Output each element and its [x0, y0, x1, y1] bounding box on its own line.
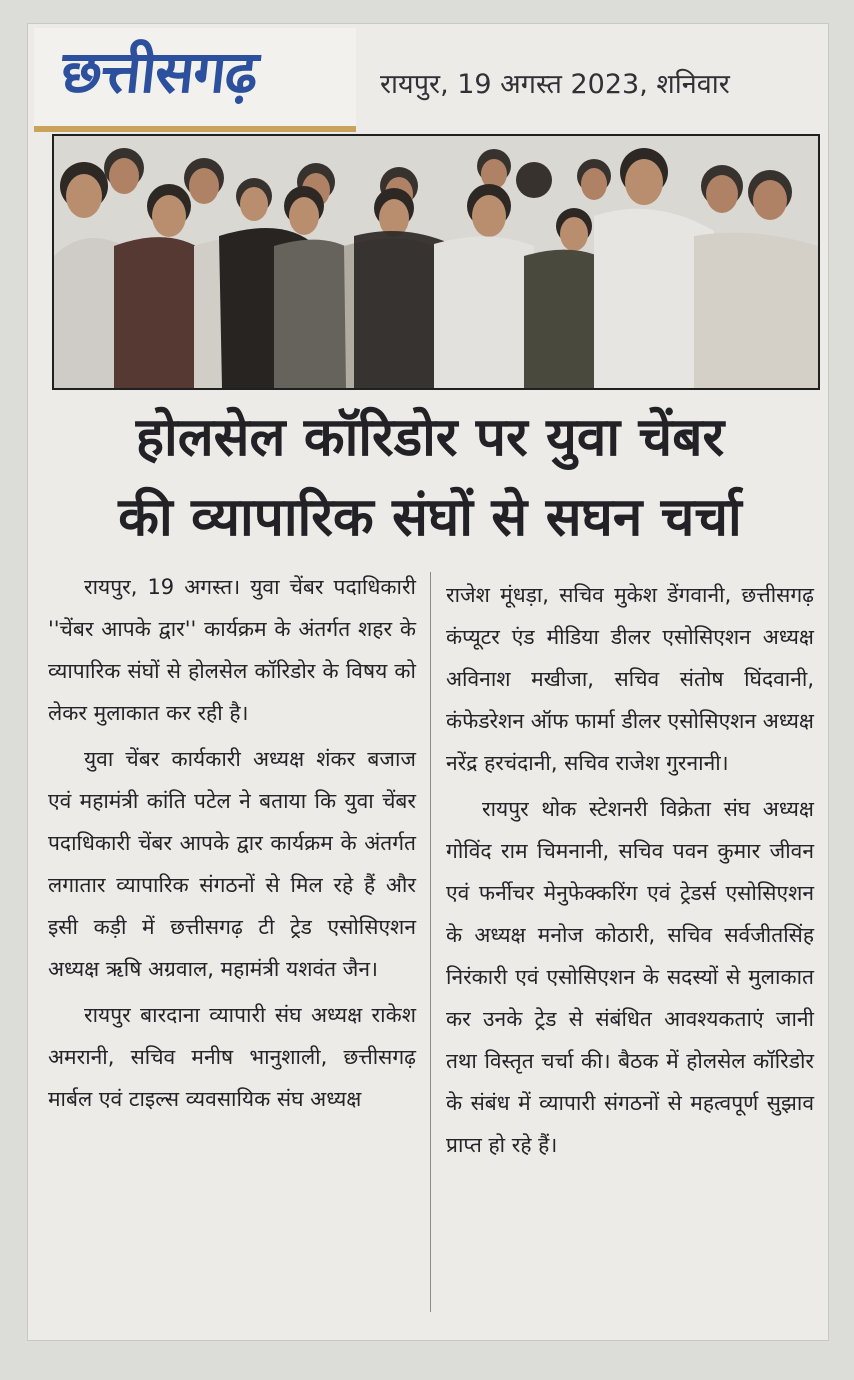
- dateline: रायपुर, 19 अगस्त 2023, शनिवार: [380, 69, 730, 100]
- group-photo: [52, 134, 820, 390]
- headline-line-2: की व्यापारिक संघों से सघन चर्चा: [118, 487, 742, 548]
- masthead-title: छत्तीसगढ़: [58, 38, 261, 106]
- article-column-1: [48, 566, 416, 1124]
- paragraph: रायपुर बारदाना व्यापारी संघ अध्यक्ष राकेश अमरानी, सचिव मनीष भानुशाली, छत्तीसगढ़ मार्बल एवं टाइल्स व्यवसायिक संघ अध्यक्ष: [48, 1003, 416, 1111]
- paragraph: रायपुर, 19 अगस्त। युवा चेंबर पदाधिकारी ''चेंबर आपके द्वार'' कार्यक्रम के अंतर्गत शहर के व्यापारिक संघों से होलसेल कॉरिडोर के विषय को लेकर मुलाकात कर रही है।: [48, 575, 416, 725]
- column-divider: [430, 572, 431, 1312]
- group-photo-illustration: [54, 136, 818, 388]
- article-column-2: [446, 574, 814, 1170]
- paragraph: रायपुर थोक स्टेशनरी विक्रेता संघ अध्यक्ष गोविंद राम चिमनानी, सचिव पवन कुमार जीवन एवं फर्नीचर मेनुफेक्करिंग एवं ट्रेडर्स एसोसिएशन के अध्यक्ष मनोज कोठारी, सचिव सर्वजीतसिंह निरंकारी एवं एसोसिएशन के सदस्यों से मुलाकात कर उनके ट्रेड से संबंधित आवश्यकताएं जानी तथा विस्तृत चर्चा की। बैठक में होलसेल कॉरिडोर के संबंध में व्यापारी संगठनों से महत्वपूर्ण सुझाव प्राप्त हो रहे हैं।: [446, 797, 814, 1157]
- paragraph: युवा चेंबर कार्यकारी अध्यक्ष शंकर बजाज एवं महामंत्री कांति पटेल ने बताया कि युवा चेंबर पदाधिकारी चेंबर आपके द्वार कार्यक्रम के अंतर्गत लगातार व्यापारिक संगठनों से मिल रहे हैं और इसी कड़ी में छत्तीसगढ़ टी ट्रेड एसोसिएशन अध्यक्ष ऋषि अग्रवाल, महामंत्री यशवंत जैन।: [48, 747, 416, 981]
- headline-line-1: होलसेल कॉरिडोर पर युवा चेंबर: [135, 407, 725, 468]
- paragraph: राजेश मूंधड़ा, सचिव मुकेश डेंगवानी, छत्तीसगढ़ कंप्यूटर एंड मीडिया डीलर एसोसिएशन अध्यक्ष अविनाश मखीजा, सचिव संतोष घिंदवानी, कंफेडरेशन ऑफ फार्मा डीलर एसोसिएशन अध्यक्ष नरेंद्र हरचंदानी, सचिव राजेश गुरनानी।: [446, 583, 814, 775]
